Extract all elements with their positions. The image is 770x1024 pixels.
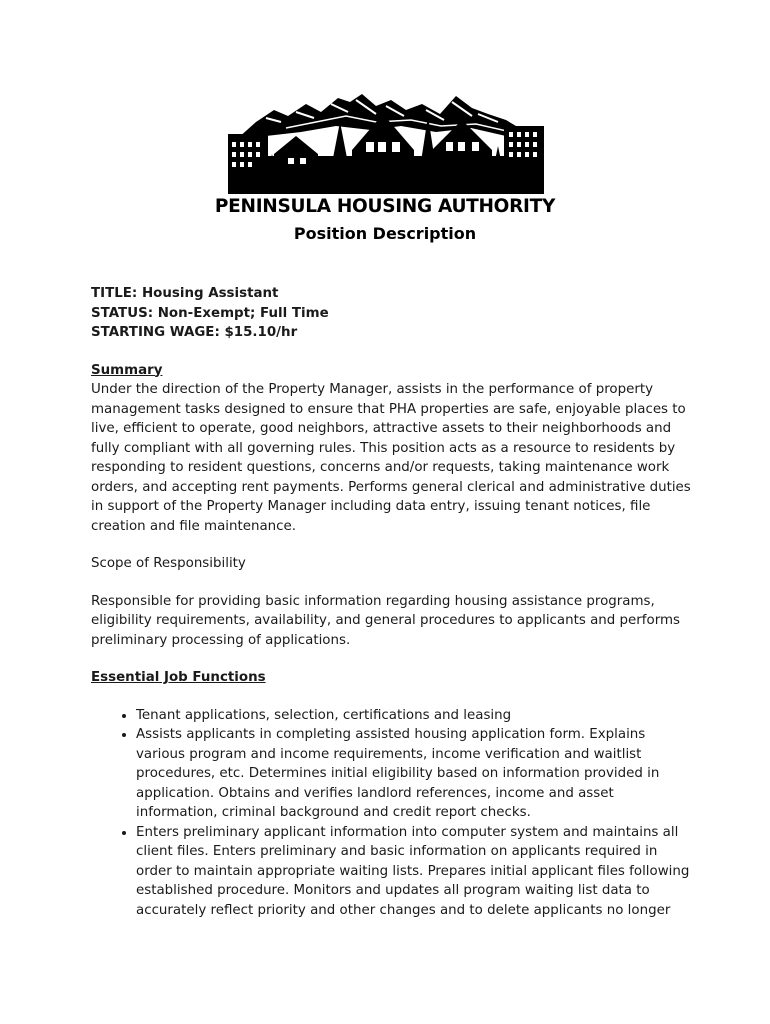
starting-wage: STARTING WAGE: $15.10/hr — [91, 325, 298, 340]
document-type: Position Description — [293, 224, 477, 243]
functions-list — [91, 706, 691, 921]
scope-heading: Scope of Responsibility — [91, 556, 246, 571]
position-title: TITLE: Housing Assistant — [91, 286, 279, 301]
organization-name: PENINSULA HOUSING AUTHORITY — [214, 196, 556, 217]
list-item: • Tenant applications, selection, certifications and leasing — [136, 706, 691, 726]
summary-text: Under the direction of the Property Manager, assists in the performance of property management tasks designed to ensure that PHA properties are safe, enjoyable places to live, efficient to operate, good neighbors, attractive assets to their neighborhoods and fully compliant with all governing rules. This position acts as a resource to residents by responding to resident questions, concerns and/or requests, taking maintenance work orders, and accepting rent payments. Performs general clerical and administrative duties in support of the Property Manager including data entry, issuing tenant notices, file creation and file maintenance. — [91, 382, 691, 534]
scope-text: Responsible for providing basic information regarding housing assistance programs, eligibility requirements, availability, and general procedures to applicants and performs preliminary processing of applications. — [91, 593, 680, 648]
document-body — [91, 284, 691, 920]
summary-heading: Summary — [91, 362, 163, 378]
position-status: STATUS: Non-Exempt; Full Time — [91, 305, 329, 321]
list-item: • Enters preliminary applicant information into computer system and maintains all client files. Enters preliminary and basic information on applicants required in order to maintain appropriate waiting lists. Prepares initial applicant files following established procedure. Monitors and updates all program waiting list data to accurately reflect priority and other changes and to delete applicants no longer — [136, 823, 691, 921]
functions-heading: Essential Job Functions — [91, 670, 266, 685]
list-item: • Assists applicants in completing assisted housing application form. Explains various program and income requirements, income verification and waitlist procedures, etc. Determines initial eligibility based on information provided in application. Obtains and verifies landlord references, income and asset information, criminal background and credit report checks. — [136, 725, 691, 823]
housing-authority-logo — [226, 92, 544, 194]
